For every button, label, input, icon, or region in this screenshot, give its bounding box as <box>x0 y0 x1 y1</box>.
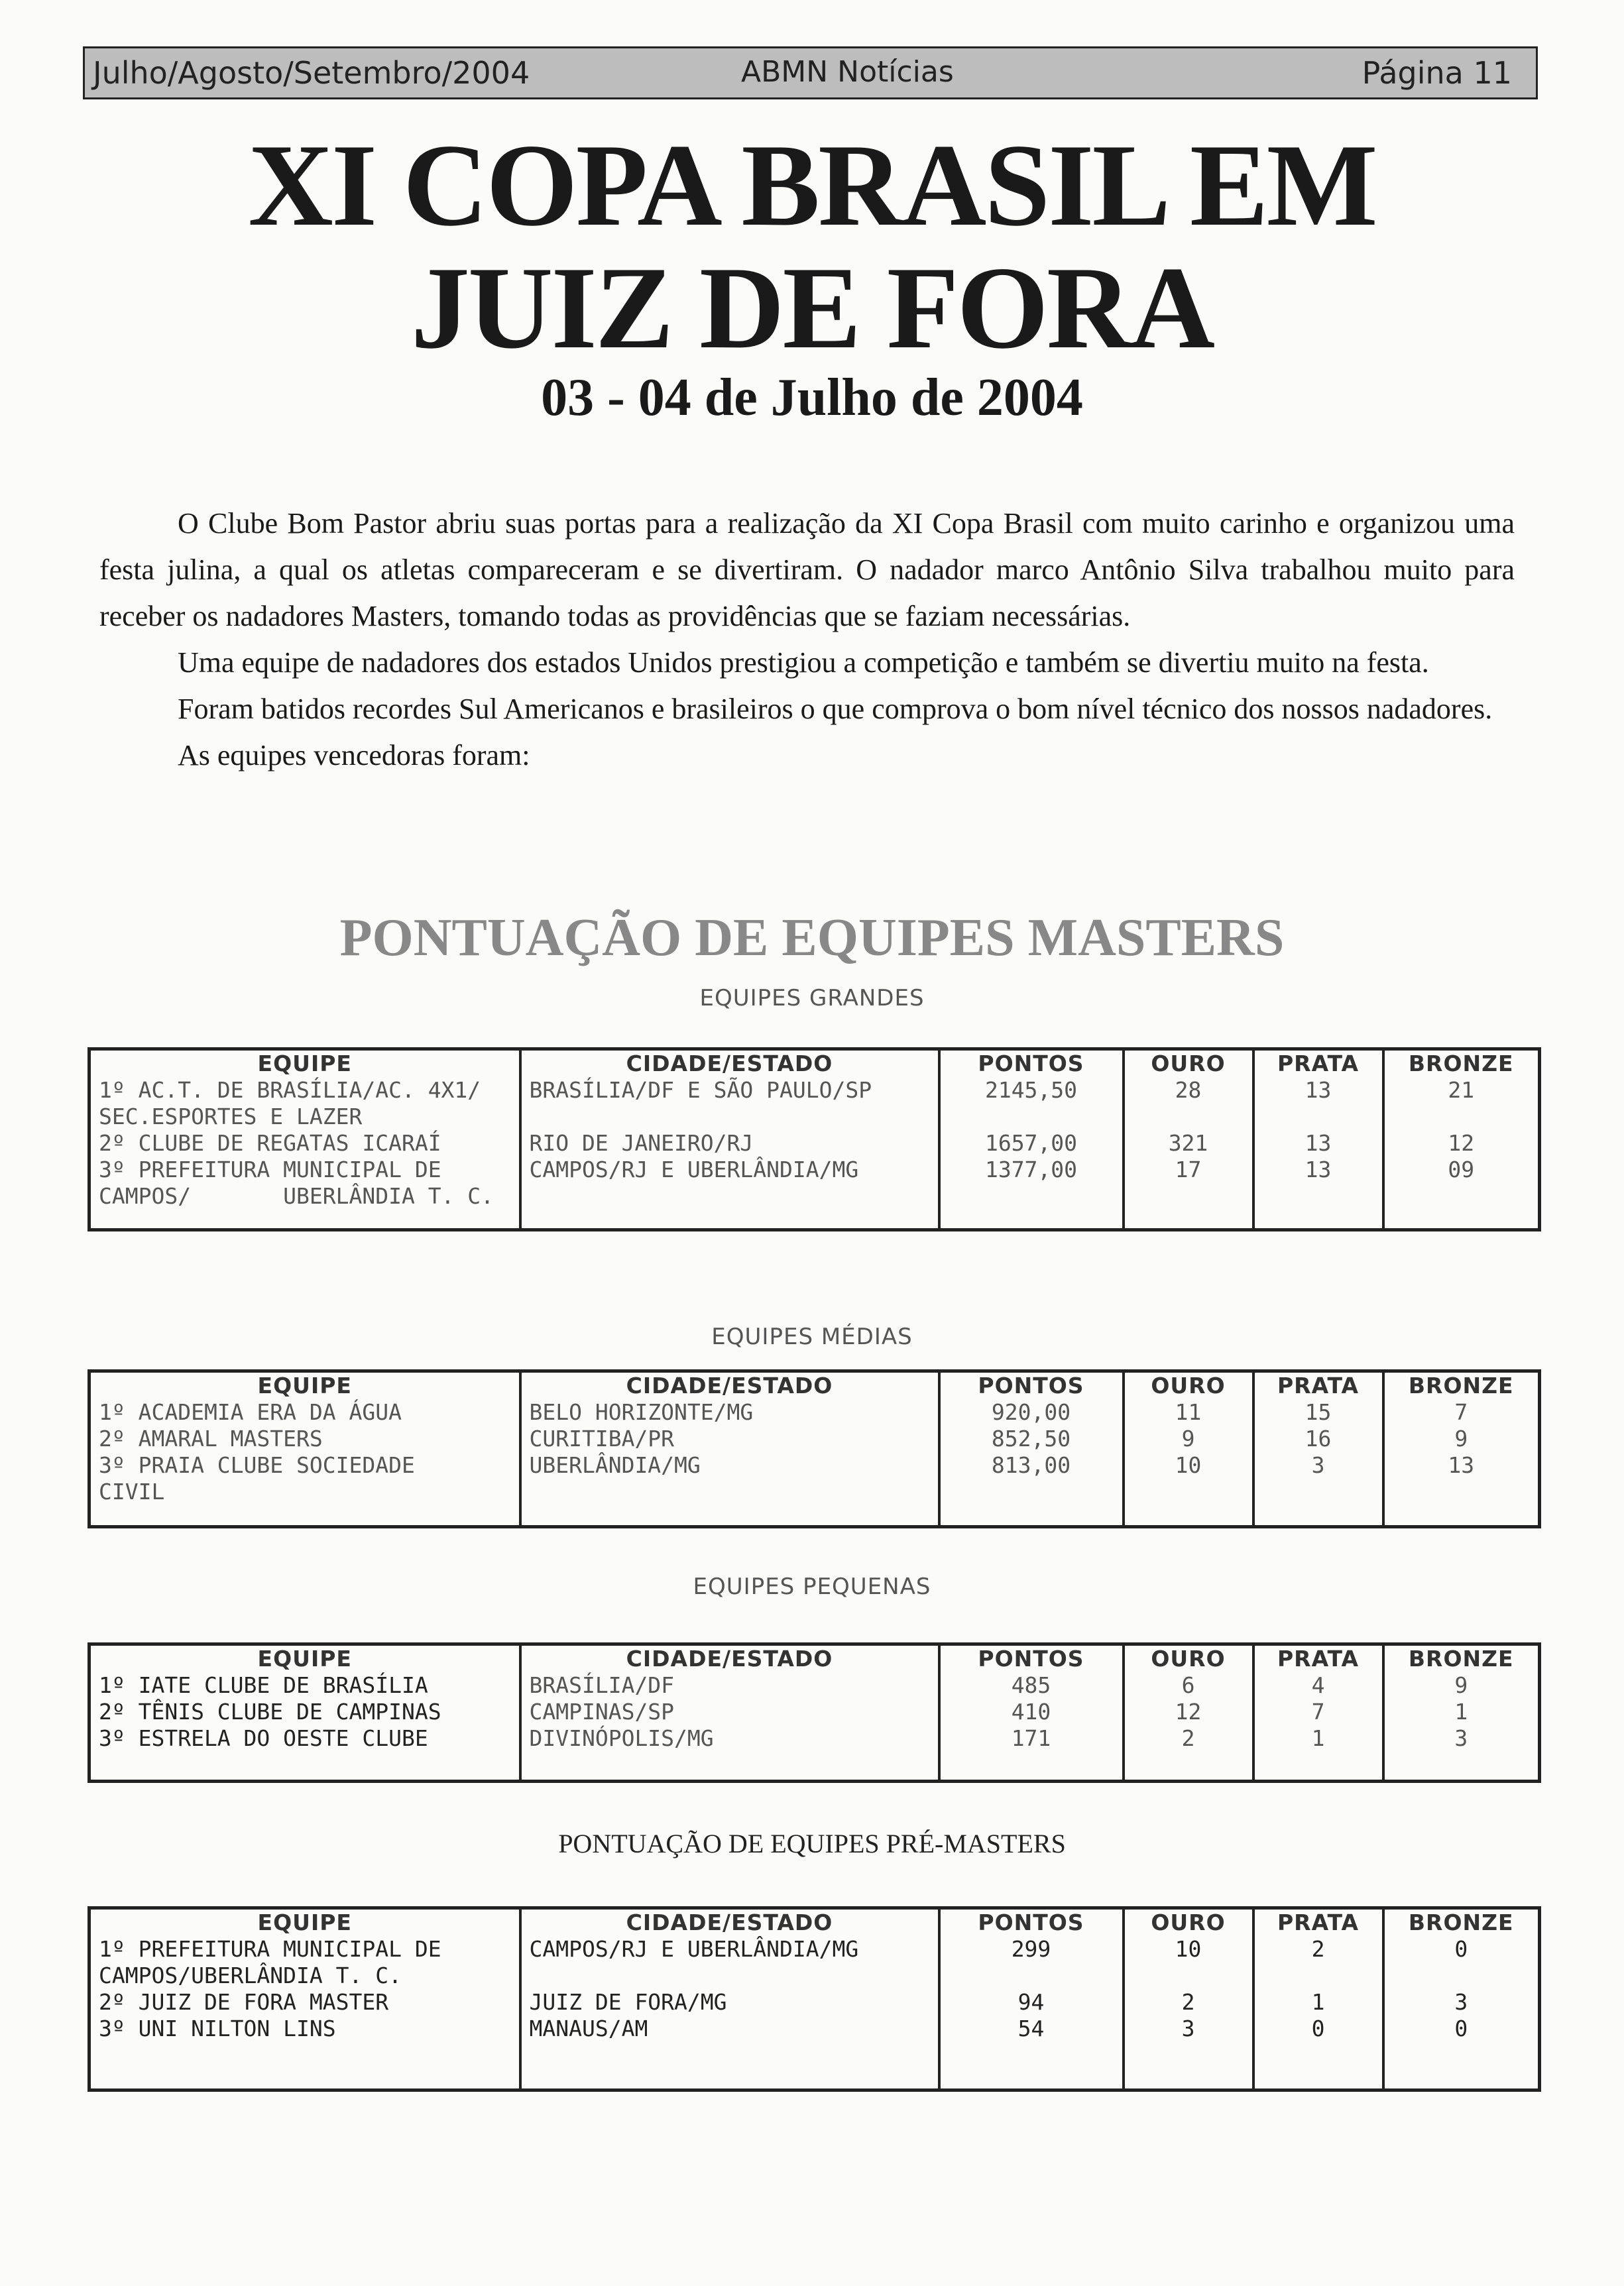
heading-equipes-pequenas: EQUIPES PEQUENAS <box>693 1573 931 1600</box>
prata-values: 4 7 1 <box>1311 1672 1325 1751</box>
equipe-values: 1º PREFEITURA MUNICIPAL DE CAMPOS/UBERLÂNDIA T. C. 2º JUIZ DE FORA MASTER 3º UNI NILTON LINS <box>99 1936 441 2041</box>
col-header-prata: PRATA <box>1277 1646 1360 1672</box>
paragraph-1: O Clube Bom Pastor abriu suas portas para a realização da XI Copa Brasil com muito carinho e organizou uma festa julina, a qual os atletas compareceram e se divertiram. O nadador marco Antônio Silva trabalhou muito para receber os nadadores Masters, tomando todas as providências que se faziam necessárias. <box>99 507 1515 632</box>
cidade-values: CAMPOS/RJ E UBERLÂNDIA/MG JUIZ DE FORA/MG MANAUS/AM <box>529 1936 859 2041</box>
col-header-bronze: BRONZE <box>1408 1051 1514 1076</box>
heading-equipes-grandes: EQUIPES GRANDES <box>699 985 925 1011</box>
bronze-cell <box>1383 1644 1540 1782</box>
ouro-cell <box>1124 1908 1253 2090</box>
header-publication: ABMN Notícias <box>741 55 954 89</box>
cidade-cell <box>520 1371 939 1527</box>
table-equipes-medias <box>87 1369 1541 1528</box>
pontos-values: 920,00 852,50 813,00 <box>991 1399 1071 1478</box>
ouro-values: 6 12 2 <box>1175 1672 1202 1751</box>
col-header-pontos: PONTOS <box>978 1910 1084 1935</box>
bronze-cell <box>1383 1908 1540 2090</box>
cidade-values: BELO HORIZONTE/MG CURITIBA/PR UBERLÂNDIA/MG <box>529 1399 754 1478</box>
prata-cell <box>1253 1049 1383 1230</box>
paragraph-4: As equipes vencedoras foram: <box>178 739 530 772</box>
pontos-values: 2145,50 1657,00 1377,00 <box>984 1077 1078 1182</box>
col-header-ouro: OURO <box>1151 1910 1226 1935</box>
equipe-cell <box>89 1371 520 1527</box>
equipe-values: 1º AC.T. DE BRASÍLIA/AC. 4X1/ SEC.ESPORTES E LAZER 2º CLUBE DE REGATAS ICARAÍ 3º PREFEITURA MUNICIPAL DE CAMPOS/ UBERLÂNDIA T. C. <box>99 1077 494 1209</box>
header-page-number: Página 11 <box>1362 55 1512 91</box>
table-row <box>89 1049 1540 1230</box>
pontos-cell <box>939 1908 1124 2090</box>
cidade-cell <box>520 1908 939 2090</box>
ouro-cell <box>1124 1049 1253 1230</box>
table-equipes-pequenas <box>87 1642 1541 1783</box>
heading-equipes-medias: EQUIPES MÉDIAS <box>711 1324 913 1350</box>
pontos-cell <box>939 1644 1124 1782</box>
cidade-values: BRASÍLIA/DF CAMPINAS/SP DIVINÓPOLIS/MG <box>529 1672 714 1751</box>
col-header-ouro: OURO <box>1151 1051 1226 1076</box>
col-header-prata: PRATA <box>1277 1910 1360 1935</box>
equipe-values: 1º ACADEMIA ERA DA ÁGUA 2º AMARAL MASTERS 3º PRAIA CLUBE SOCIEDADE CIVIL <box>99 1399 415 1505</box>
table-pre-masters <box>87 1906 1541 2092</box>
paragraph-2: Uma equipe de nadadores dos estados Unidos prestigiou a competição e também se divertiu muito na festa. <box>178 646 1429 679</box>
bronze-values: 0 3 0 <box>1454 1936 1468 2041</box>
page-header <box>83 46 1538 99</box>
bronze-cell <box>1383 1049 1540 1230</box>
ouro-values: 28 321 17 <box>1168 1077 1208 1182</box>
paragraph-3: Foram batidos recordes Sul Americanos e brasileiros o que comprova o bom nível técnico dos nossos nadadores. <box>178 693 1493 725</box>
pontos-values: 485 410 171 <box>1011 1672 1051 1751</box>
table-row <box>89 1644 1540 1782</box>
cidade-cell <box>520 1049 939 1230</box>
heading-pre-masters: PONTUAÇÃO DE EQUIPES PRÉ-MASTERS <box>558 1829 1066 1858</box>
cidade-cell <box>520 1644 939 1782</box>
col-header-equipe: EQUIPE <box>257 1051 352 1076</box>
equipe-cell <box>89 1644 520 1782</box>
col-header-ouro: OURO <box>1151 1646 1226 1672</box>
page-subtitle-date: 03 - 04 de Julho de 2004 <box>541 369 1083 427</box>
prata-values: 15 16 3 <box>1305 1399 1332 1478</box>
col-header-prata: PRATA <box>1277 1373 1360 1399</box>
bronze-values: 7 9 13 <box>1448 1399 1475 1478</box>
col-header-pontos: PONTOS <box>978 1646 1084 1672</box>
ouro-cell <box>1124 1371 1253 1527</box>
col-header-cidade: CIDADE/ESTADO <box>626 1646 833 1672</box>
col-header-cidade: CIDADE/ESTADO <box>626 1051 833 1076</box>
col-header-bronze: BRONZE <box>1408 1646 1514 1672</box>
section-title-masters: PONTUAÇÃO DE EQUIPES MASTERS <box>339 909 1285 967</box>
col-header-cidade: CIDADE/ESTADO <box>626 1910 833 1935</box>
page-title-line1: XI COPA BRASIL EM <box>248 119 1376 251</box>
prata-cell <box>1253 1644 1383 1782</box>
col-header-equipe: EQUIPE <box>257 1646 352 1672</box>
col-header-equipe: EQUIPE <box>257 1910 352 1935</box>
col-header-cidade: CIDADE/ESTADO <box>626 1373 833 1399</box>
equipe-values: 1º IATE CLUBE DE BRASÍLIA 2º TÊNIS CLUBE DE CAMPINAS 3º ESTRELA DO OESTE CLUBE <box>99 1672 441 1751</box>
col-header-ouro: OURO <box>1151 1373 1226 1399</box>
article-body <box>99 500 1515 779</box>
prata-values: 2 1 0 <box>1311 1936 1325 2041</box>
prata-cell <box>1253 1908 1383 2090</box>
col-header-bronze: BRONZE <box>1408 1373 1514 1399</box>
equipe-cell <box>89 1049 520 1230</box>
bronze-cell <box>1383 1371 1540 1527</box>
pontos-cell <box>939 1049 1124 1230</box>
ouro-values: 10 2 3 <box>1175 1936 1202 2041</box>
table-equipes-grandes <box>87 1047 1541 1231</box>
cidade-values: BRASÍLIA/DF E SÃO PAULO/SP RIO DE JANEIRO/RJ CAMPOS/RJ E UBERLÂNDIA/MG <box>529 1077 872 1182</box>
table-row <box>89 1908 1540 2090</box>
prata-cell <box>1253 1371 1383 1527</box>
prata-values: 13 13 13 <box>1305 1077 1332 1182</box>
table-row <box>89 1371 1540 1527</box>
pontos-values: 299 94 54 <box>1011 1936 1051 2041</box>
bronze-values: 21 12 09 <box>1448 1077 1475 1182</box>
bronze-values: 9 1 3 <box>1454 1672 1468 1751</box>
col-header-prata: PRATA <box>1277 1051 1360 1076</box>
page-title-line2: JUIZ DE FORA <box>410 242 1214 373</box>
col-header-equipe: EQUIPE <box>257 1373 352 1399</box>
ouro-cell <box>1124 1644 1253 1782</box>
pontos-cell <box>939 1371 1124 1527</box>
col-header-pontos: PONTOS <box>978 1051 1084 1076</box>
ouro-values: 11 9 10 <box>1175 1399 1202 1478</box>
equipe-cell <box>89 1908 520 2090</box>
header-date: Julho/Agosto/Setembro/2004 <box>93 55 530 91</box>
col-header-pontos: PONTOS <box>978 1373 1084 1399</box>
col-header-bronze: BRONZE <box>1408 1910 1514 1935</box>
